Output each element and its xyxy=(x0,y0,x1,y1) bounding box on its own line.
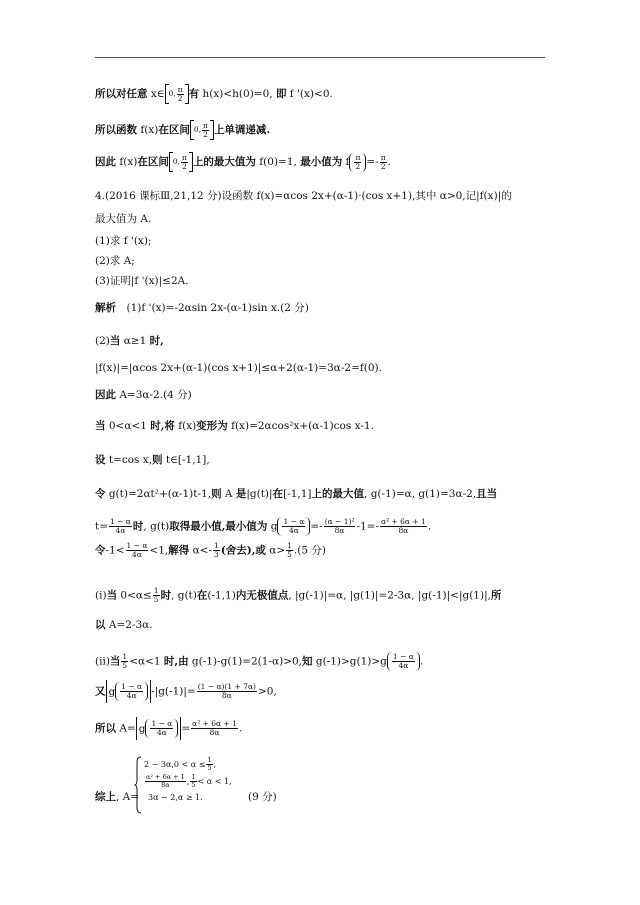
line-13-text: f(x) xyxy=(174,420,197,432)
fraction xyxy=(191,720,238,737)
fraction-denominator: 8α xyxy=(221,691,232,700)
line-1-text: h(x)<h(0)=0, xyxy=(199,88,276,100)
question-part-2: (2)求 A; xyxy=(95,255,135,267)
fraction xyxy=(181,154,188,171)
line-17-text: (舍去), xyxy=(220,544,256,557)
fraction-numerator: 1 xyxy=(153,587,159,595)
fraction xyxy=(286,542,293,559)
line-14-text: t=cos x, xyxy=(105,454,153,466)
big-parentheses xyxy=(277,517,310,536)
piecewise-brace-path xyxy=(135,757,142,813)
piecewise-case-3 xyxy=(144,791,232,804)
line-18-text: , |g(-1)|=α, |g(1)|=2-3α, |g(-1)|<|g(1)|, xyxy=(288,589,491,602)
line-13-text: 0<α<1 xyxy=(105,420,151,432)
line-15-text: 则 xyxy=(211,488,222,500)
line-2-text: f(x) xyxy=(137,124,159,136)
line-18-text: (i) xyxy=(95,589,107,602)
fraction-numerator: 1 − α xyxy=(283,517,305,526)
line-15-text: 令 xyxy=(95,488,106,500)
fraction xyxy=(126,542,149,559)
line-16-text: . xyxy=(427,520,432,533)
line-1-text: 即 xyxy=(275,88,287,100)
fraction-denominator: 4α xyxy=(115,526,126,535)
fraction-numerator: (α − 1)² xyxy=(324,517,355,526)
line-20-text: 当 xyxy=(109,655,121,668)
interval-lower-bound: 0, xyxy=(172,157,180,166)
line-18 xyxy=(95,587,501,604)
line-2-text: 在区间 xyxy=(158,124,190,136)
line-17-text: .(5 分) xyxy=(293,544,326,557)
case-text: 2 − 3α,0 < α ≤ xyxy=(144,760,206,769)
line-18-text: 所 xyxy=(490,589,502,602)
line-9-text: (1)f '(x)=-2αsin 2x-(α-1)sin x.(2 分) xyxy=(116,302,309,314)
fraction xyxy=(392,653,415,670)
line-16-text: =- xyxy=(310,520,323,533)
line-2-text: 所以函数 xyxy=(95,124,137,136)
fraction xyxy=(206,757,212,772)
line-2-text: 上单调递减 xyxy=(213,124,267,136)
line-3-text: =- xyxy=(366,156,379,168)
line-11: |f(x)|=|αcos 2x+(α-1)(cos x+1)|≤α+2(α-1)=3α-2=f(0). xyxy=(95,362,382,374)
line-3-text: . xyxy=(387,156,392,168)
line-20-text: <α<1 xyxy=(129,655,164,668)
fraction-denominator: 2 xyxy=(380,161,386,171)
line-21-text: 又 xyxy=(95,685,106,698)
fraction-numerator: π xyxy=(355,152,361,162)
conclusion-label xyxy=(95,789,139,805)
fraction-denominator: 5 xyxy=(122,661,128,670)
line-18-text: (-1,1) xyxy=(207,589,236,602)
question-4-stem-cont: 最大值为 A. xyxy=(95,213,152,225)
line-16-text: 时 xyxy=(132,520,144,533)
fraction-denominator: 5 xyxy=(191,780,196,789)
line-15-text: 且当 xyxy=(476,488,498,500)
line-13-text: 当 xyxy=(95,420,106,432)
interval-lower-bound: 0, xyxy=(193,125,201,134)
line-17-text: α<- xyxy=(189,544,213,557)
fraction-numerator: 1 − α xyxy=(151,719,173,728)
conclusion-text: , A= xyxy=(116,791,140,803)
fraction-numerator: α² + 6α + 1 xyxy=(146,772,185,781)
line-21-text: >0, xyxy=(257,685,277,698)
question-part-3: (3)证明|f '(x)|≤2A. xyxy=(95,275,189,287)
line-16-text: , xyxy=(221,520,226,533)
line-2-text: . xyxy=(266,124,271,136)
line-22-text: = xyxy=(181,722,191,735)
piecewise-brace xyxy=(134,756,142,814)
line-1-text: x∈ xyxy=(147,88,165,100)
fraction-numerator: 1 xyxy=(122,652,128,661)
fraction xyxy=(109,518,132,535)
line-17-text: -1< xyxy=(105,544,125,557)
line-18-text: , g(t) xyxy=(171,589,197,602)
case-text: < α < 1, xyxy=(197,776,232,786)
line-13-text: f(x)=2αcos²x+(α-1)cos x-1. xyxy=(227,420,374,432)
interval-bracket xyxy=(190,120,214,140)
line-15-text: [-1,1] xyxy=(283,488,312,500)
line-10-text: 时, xyxy=(149,335,164,347)
fraction-denominator: 4α xyxy=(132,550,142,559)
line-17-text: 或 xyxy=(255,544,266,557)
line-14-text: 则 xyxy=(152,454,163,466)
fraction-denominator: 2 xyxy=(177,93,183,103)
line-20 xyxy=(95,652,423,671)
line-13 xyxy=(95,418,374,434)
line-19 xyxy=(95,617,153,633)
fraction xyxy=(197,683,257,700)
fraction xyxy=(354,154,361,171)
fraction-denominator: 4α xyxy=(126,691,137,700)
fraction xyxy=(202,122,209,139)
line-17-text: 解得 xyxy=(168,544,190,557)
fraction-numerator: 1 − α xyxy=(121,682,143,691)
fraction-denominator: 4α xyxy=(156,728,167,737)
fraction xyxy=(121,653,128,670)
fraction-denominator: 2 xyxy=(355,161,361,171)
fraction-denominator: 4α xyxy=(398,661,409,670)
line-1-text: f '(x)<0. xyxy=(286,88,333,100)
line-10-text: 当 xyxy=(109,335,121,347)
case-text: , xyxy=(213,760,217,769)
line-10-text: α≥1 xyxy=(120,335,150,347)
fraction-denominator: 2 xyxy=(203,129,208,139)
interval-bracket xyxy=(165,84,189,104)
line-22-text: 所以 xyxy=(95,722,116,735)
line-22-text: A= xyxy=(116,722,136,735)
line-20-text: g(-1)-g(1)=2(1-α)>0, xyxy=(188,655,303,668)
big-parentheses xyxy=(115,682,148,701)
line-18-text: 时 xyxy=(160,589,172,602)
line-15 xyxy=(95,486,497,502)
line-3-text: 因此 xyxy=(95,156,116,168)
line-16-text: g xyxy=(267,520,278,533)
line-21-text: -|g(-1)|= xyxy=(151,685,196,698)
fraction xyxy=(153,587,160,604)
line-20-text: (ii) xyxy=(95,655,110,668)
fraction-denominator: 8α xyxy=(398,526,409,535)
score-note: (9 分) xyxy=(248,791,277,803)
line-17 xyxy=(95,542,326,559)
fraction-numerator: (1 − α)(1 + 7α) xyxy=(197,682,256,691)
line-3-text: 最小值为 xyxy=(300,156,343,168)
fraction-denominator: 4α xyxy=(288,526,299,535)
function-name: g xyxy=(138,722,146,735)
line-15-text: g(t)=2αt²+(α-1)t-1, xyxy=(105,488,212,500)
line-17-text: α> xyxy=(265,544,286,557)
fraction-numerator: α² + 6α + 1 xyxy=(192,719,237,728)
line-12-text: A=3α-2.(4 分) xyxy=(116,389,192,401)
line-2 xyxy=(95,120,270,140)
line-16-text: 最小值为 xyxy=(225,520,268,533)
line-20-text: g(-1)>g(1)>g xyxy=(312,655,387,668)
fraction-denominator: 5 xyxy=(287,550,292,559)
big-parentheses xyxy=(145,719,178,738)
line-15-text: 是 xyxy=(235,488,247,500)
line-3-text: f(0)=1, xyxy=(255,156,301,168)
line-18-text: 在 xyxy=(196,589,208,602)
line-20-text: 时,由 xyxy=(163,655,189,668)
fraction xyxy=(177,86,184,103)
function-name: g xyxy=(108,685,116,698)
conclusion-text: 综上 xyxy=(95,791,116,803)
fraction xyxy=(282,518,305,535)
fraction-numerator: 1 − α xyxy=(110,517,131,526)
fraction-numerator: π xyxy=(182,152,187,162)
line-18-text: 0<α≤ xyxy=(117,589,152,602)
case-text: 3α − 2,α ≥ 1. xyxy=(148,793,203,802)
big-parentheses xyxy=(387,652,420,671)
line-14 xyxy=(95,452,210,468)
line-14-text: t∈[-1,1], xyxy=(162,454,210,466)
line-15-text: 在 xyxy=(272,488,284,500)
line-15-text: |g(t)| xyxy=(246,488,273,500)
line-3-text: f xyxy=(342,156,350,168)
fraction-denominator: 3 xyxy=(214,550,219,559)
fraction xyxy=(190,774,196,789)
fraction-numerator: α² + 6α + 1 xyxy=(381,517,426,526)
line-21 xyxy=(95,680,277,703)
line-19-text: A=2-3α. xyxy=(105,619,153,631)
fraction-numerator: 1 xyxy=(214,542,219,550)
fraction xyxy=(380,154,387,171)
line-16-text: , g(t) xyxy=(143,520,170,533)
fraction xyxy=(145,774,186,789)
line-20-text: 知 xyxy=(302,655,313,668)
line-20-text: . xyxy=(419,655,424,668)
case-text: , xyxy=(186,776,190,786)
line-12-text: 因此 xyxy=(95,389,116,401)
fraction xyxy=(380,518,427,535)
line-22 xyxy=(95,717,242,740)
line-10 xyxy=(95,333,164,349)
solution-part-1 xyxy=(95,300,309,316)
fraction-denominator: 2 xyxy=(182,161,187,171)
question-part-1: (1)求 f '(x); xyxy=(95,235,152,247)
solution-heading: 解析 xyxy=(95,302,116,314)
line-15-text: A xyxy=(221,488,236,500)
line-14-text: 设 xyxy=(95,454,106,466)
fraction-numerator: 1 − α xyxy=(392,652,414,661)
fraction-denominator: 8α xyxy=(334,526,345,535)
line-13-text: 变形为 xyxy=(196,420,228,432)
piecewise-case-2 xyxy=(144,771,232,791)
piecewise-cases xyxy=(144,758,232,804)
big-parentheses xyxy=(349,153,366,172)
fraction-numerator: π xyxy=(177,84,183,94)
line-15-text: 上的最大值 xyxy=(311,488,365,500)
line-12 xyxy=(95,387,192,403)
fraction xyxy=(150,720,173,737)
line-16-text: 取得最小值 xyxy=(169,520,222,533)
line-3-text: f(x) xyxy=(116,156,138,168)
fraction-numerator: π xyxy=(203,120,208,130)
absolute-value-bars xyxy=(106,680,152,703)
fraction-numerator: 1 xyxy=(191,772,196,781)
line-19-text: 以 xyxy=(95,619,106,631)
line-15-text: , g(-1)=α, g(1)=3α-2, xyxy=(364,488,477,500)
line-22-text: . xyxy=(238,722,243,735)
fraction-denominator: 8α xyxy=(161,780,170,789)
fraction-numerator: 1 xyxy=(207,756,212,764)
line-17-text: <1, xyxy=(149,544,169,557)
header-rule xyxy=(95,57,545,58)
fraction xyxy=(324,518,356,535)
line-16-text: t= xyxy=(95,520,109,533)
line-18-text: 当 xyxy=(106,589,118,602)
line-10-text: (2) xyxy=(95,335,110,347)
fraction-denominator: 5 xyxy=(207,764,212,772)
line-17-text: 令 xyxy=(95,544,106,557)
line-3-text: 上的最大值为 xyxy=(192,156,256,168)
line-3 xyxy=(95,152,391,172)
fraction xyxy=(120,683,143,700)
line-1 xyxy=(95,84,333,104)
interval-bracket xyxy=(169,152,193,172)
fraction xyxy=(213,542,220,559)
question-4-stem: 4.(2016 课标Ⅲ,21,12 分)设函数 f(x)=αcos 2x+(α-1)·(cos x+1),其中 α>0,记|f(x)|的 xyxy=(95,190,512,202)
absolute-value-bars xyxy=(136,717,182,740)
line-1-text: 有 xyxy=(188,88,200,100)
interval-lower-bound: 0, xyxy=(168,89,176,98)
line-16-text: -1=- xyxy=(356,520,380,533)
piecewise-case-1 xyxy=(144,758,232,771)
line-18-text: 内无极值点 xyxy=(235,589,289,602)
line-1-text: 所以对任意 xyxy=(95,88,148,100)
fraction-numerator: 1 − α xyxy=(126,542,148,550)
line-13-text: 时,将 xyxy=(150,420,175,432)
fraction-numerator: π xyxy=(380,152,386,162)
fraction-numerator: 1 xyxy=(287,542,292,550)
line-3-text: 在区间 xyxy=(137,156,169,168)
line-16 xyxy=(95,517,431,536)
fraction-denominator: 8α xyxy=(209,728,220,737)
fraction-denominator: 5 xyxy=(153,595,159,604)
